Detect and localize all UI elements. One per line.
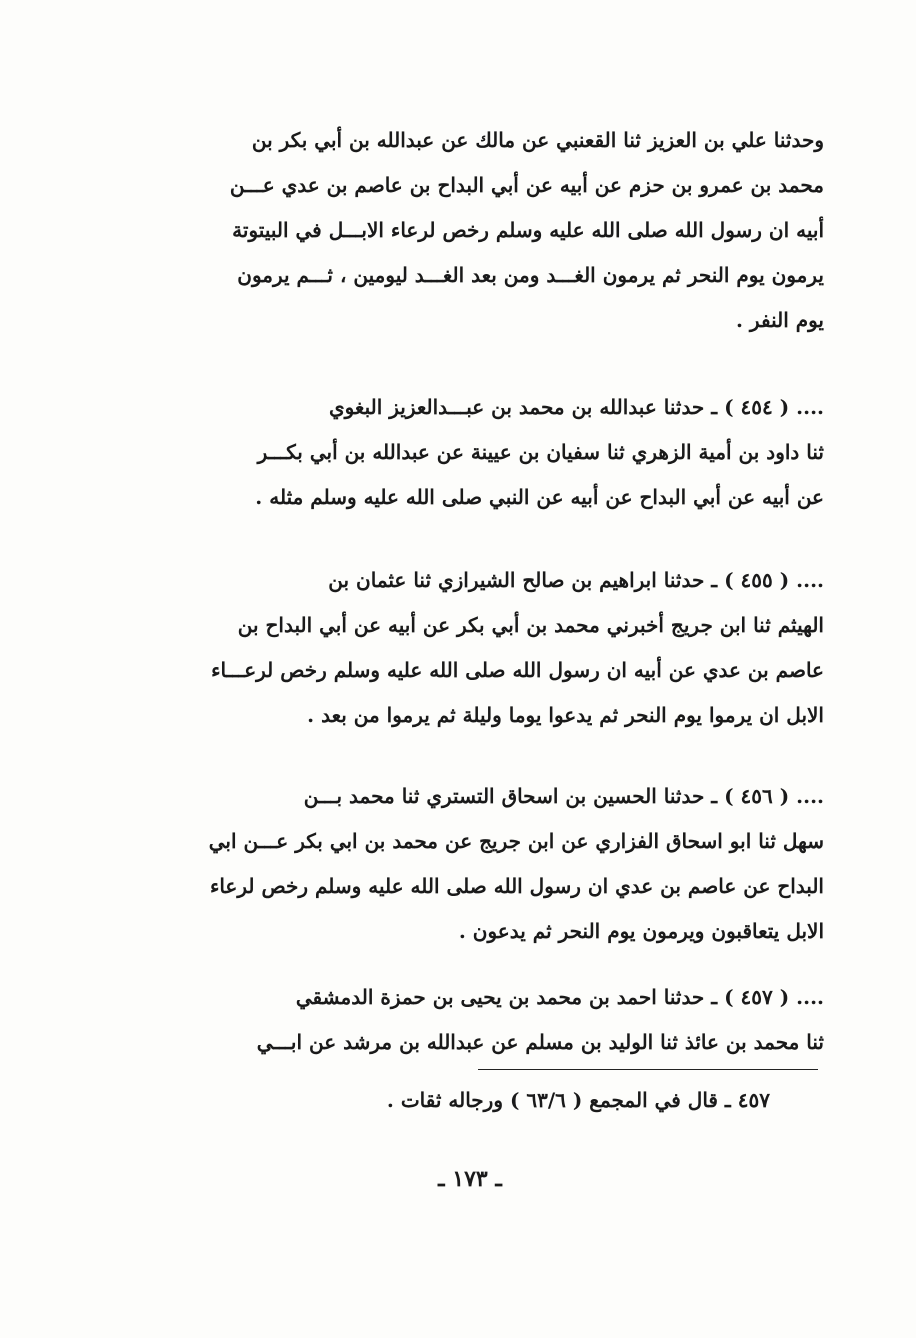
text-line: سهل ثنا ابو اسحاق الفزاري عن ابن جريج عن محمد بن ابي بكر عـــن ابي — [208, 829, 824, 853]
footnote-divider — [478, 1069, 818, 1070]
text-line: .... ( ٤٥٧ ) ـ حدثنا احمد بن محمد بن يحيى بن حمزة الدمشقي — [295, 985, 824, 1009]
text-line: أبيه ان رسول الله صلى الله عليه وسلم رخص لرعاء الابـــل في البيتوتة — [232, 218, 824, 242]
hadith-paragraph-454 — [100, 385, 824, 520]
text-line: الابل يتعاقبون ويرمون يوم النحر ثم يدعون . — [458, 919, 824, 943]
text-line: ثنا محمد بن عائذ ثنا الوليد بن مسلم عن عبدالله بن مرشد عن ابـــي — [256, 1030, 824, 1054]
text-line: محمد بن عمرو بن حزم عن أبيه عن أبي البداح بن عاصم بن عدي عـــن — [229, 173, 824, 197]
hadith-paragraph-457 — [100, 975, 824, 1065]
hadith-paragraph-456 — [100, 774, 824, 954]
text-line: الهيثم ثنا ابن جريج أخبرني محمد بن أبي بكر عن أبيه عن أبي البداح بن — [237, 613, 824, 637]
text-line: عاصم بن عدي عن أبيه ان رسول الله صلى الله عليه وسلم رخص لرعـــاء — [211, 658, 824, 682]
text-line: .... ( ٤٥٤ ) ـ حدثنا عبدالله بن محمد بن عبـــدالعزيز البغوي — [328, 395, 824, 419]
text-line: البداح عن عاصم بن عدي ان رسول الله صلى الله عليه وسلم رخص لرعاء — [209, 874, 824, 898]
text-line: يرمون يوم النحر ثم يرمون الغـــد ومن بعد الغـــد ليومين ، ثـــم يرمون — [237, 263, 824, 287]
text-line: .... ( ٤٥٦ ) ـ حدثنا الحسين بن اسحاق التستري ثنا محمد بـــن — [303, 784, 824, 808]
hadith-paragraph — [100, 118, 824, 343]
text-line: وحدثنا علي بن العزيز ثنا القعنبي عن مالك عن عبدالله بن أبي بكر بن — [251, 128, 824, 152]
page-number: ـ ١٧٣ ـ — [438, 1166, 502, 1192]
hadith-paragraph-455 — [100, 558, 824, 738]
text-line: عن أبيه عن أبي البداح عن أبيه عن النبي صلى الله عليه وسلم مثله . — [255, 485, 824, 509]
text-line: .... ( ٤٥٥ ) ـ حدثنا ابراهيم بن صالح الشيرازي ثنا عثمان بن — [328, 568, 824, 592]
text-line: الابل ان يرموا يوم النحر ثم يدعوا يوما وليلة ثم يرموا من بعد . — [307, 703, 824, 727]
text-line: ثنا داود بن أمية الزهري ثنا سفيان بن عيينة عن عبدالله بن أبي بكـــر — [257, 440, 824, 464]
footnote: ٤٥٧ ـ قال في المجمع ( ٦٣/٦ ) ورجاله ثقات . — [386, 1088, 770, 1112]
text-line: يوم النفر . — [735, 308, 824, 332]
